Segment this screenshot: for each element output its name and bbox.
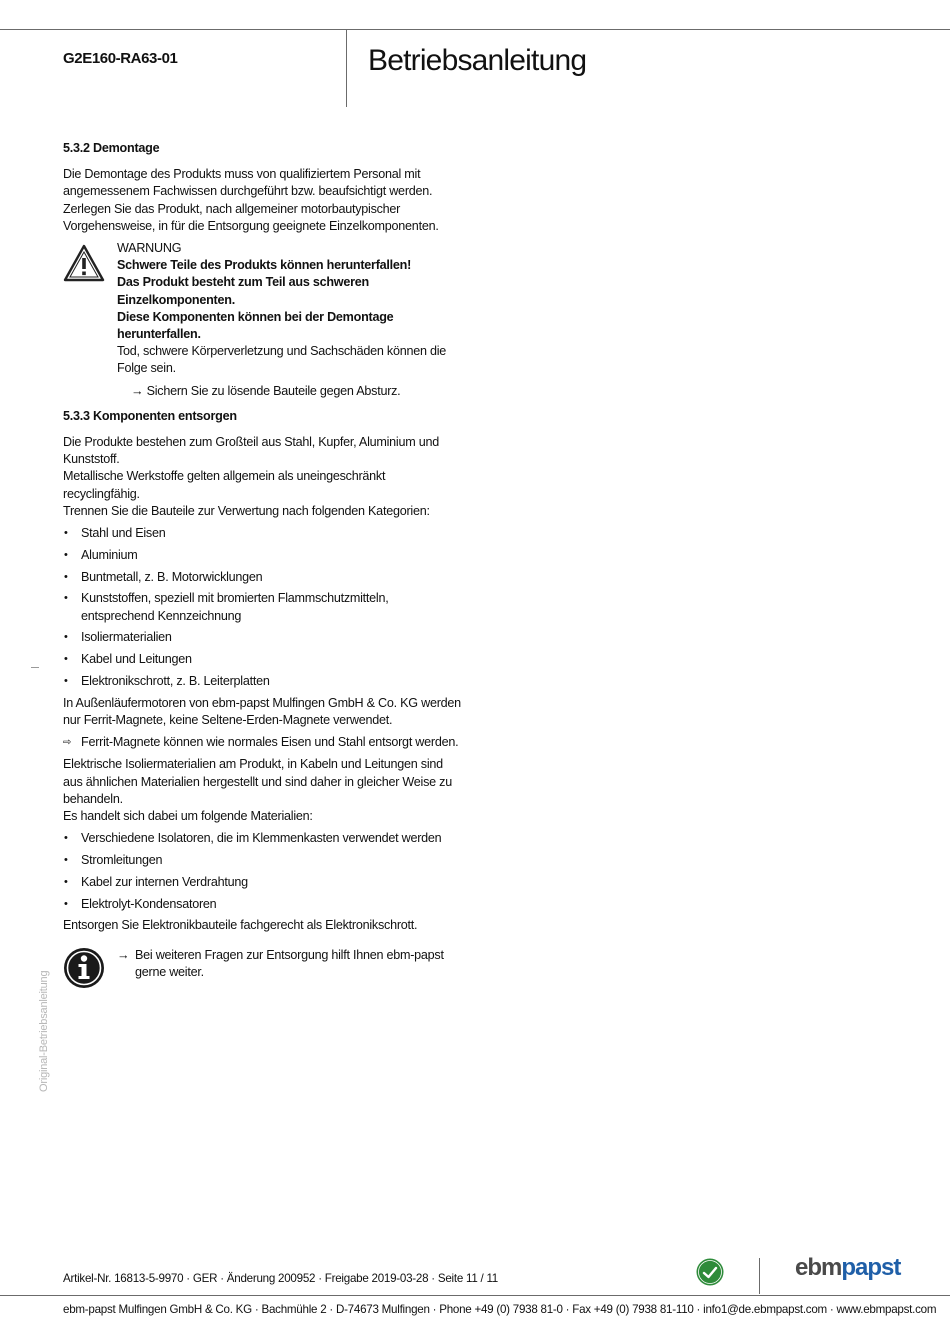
brand-logo bbox=[795, 1254, 900, 1282]
info-arrow: → bbox=[117, 947, 130, 962]
company-info: ebm-papst Mulfingen GmbH & Co. KG · Bachmühle 2 · D-74673 Mulfingen · Phone +49 (0) 7938 81-0 · Fax +49 (0) 7938 81-110 · info1@de.ebmpapst.com · www.ebmpapst.com bbox=[63, 1303, 937, 1316]
list-item: • Isoliermaterialien bbox=[63, 629, 463, 646]
warning-line-1: Schwere Teile des Produkts können herunterfallen! bbox=[117, 258, 412, 273]
insulation-paragraph: Elektrische Isoliermaterialien am Produkt, in Kabeln und Leitungen sind aus ähnlichen Materialien hergestellt und sind daher in gleicher Weise zu behandeln. bbox=[63, 757, 452, 806]
warning-triangle-icon bbox=[63, 244, 105, 282]
header-divider bbox=[346, 29, 347, 107]
document-title: Betriebsanleitung bbox=[368, 44, 587, 77]
warning-box bbox=[63, 240, 463, 400]
list-item: • Stromleitungen bbox=[63, 852, 463, 869]
list-item: • Kunststoffen, speziell mit bromierten Flammschutzmitteln, entsprechend Kennzeichnung bbox=[63, 590, 463, 624]
main-content bbox=[63, 140, 463, 993]
side-mark bbox=[31, 667, 39, 668]
section-heading-demontage: 5.3.2 Demontage bbox=[63, 141, 160, 155]
info-icon bbox=[63, 947, 105, 989]
article-info: Artikel-Nr. 16813-5-9970 · GER · Änderung 200952 · Freigabe 2019-03-28 · Seite 11 / 11 bbox=[63, 1272, 498, 1285]
footer-divider bbox=[759, 1258, 760, 1294]
result-text: Ferrit-Magnete können wie normales Eisen und Stahl entsorgt werden. bbox=[81, 735, 459, 750]
warning-line-3: Diese Komponenten können bei der Demontage herunterfallen. bbox=[117, 309, 394, 342]
list-item: • Kabel und Leitungen bbox=[63, 651, 463, 668]
greentech-badge-icon bbox=[696, 1258, 724, 1286]
info-box bbox=[63, 947, 463, 993]
document-code: G2E160-RA63-01 bbox=[63, 50, 178, 67]
warning-line-2: Das Produkt besteht zum Teil aus schweren Einzelkomponenten. bbox=[117, 275, 369, 307]
category-list bbox=[63, 525, 463, 690]
warning-action: → Sichern Sie zu lösende Bauteile gegen Absturz. bbox=[131, 383, 401, 398]
list-item: • Buntmetall, z. B. Motorwicklungen bbox=[63, 569, 463, 586]
materials-list bbox=[63, 830, 463, 913]
warning-consequence: Tod, schwere Körperverletzung und Sachschäden können die Folge sein. bbox=[117, 344, 447, 376]
brand-logo-part-2: papst bbox=[841, 1254, 901, 1281]
header-top-rule bbox=[0, 29, 950, 30]
side-vertical-label: Original-Betriebsanleitung bbox=[38, 970, 50, 1092]
result-line bbox=[63, 734, 463, 751]
entsorgen-paragraph-2: Metallische Werkstoffe gelten allgemein als uneingeschränkt recyclingfähig. bbox=[63, 469, 386, 501]
electronics-paragraph: Entsorgen Sie Elektronikbauteile fachgerecht als Elektronikschrott. bbox=[63, 918, 418, 933]
warning-label: WARNUNG bbox=[117, 241, 182, 256]
list-item: • Elektronikschrott, z. B. Leiterplatten bbox=[63, 673, 463, 690]
list-item: • Verschiedene Isolatoren, die im Klemmenkasten verwendet werden bbox=[63, 830, 463, 847]
list-item: • Elektrolyt-Kondensatoren bbox=[63, 896, 463, 913]
materials-intro: Es handelt sich dabei um folgende Materialien: bbox=[63, 809, 313, 824]
magnet-paragraph: In Außenläufermotoren von ebm-papst Mulfingen GmbH & Co. KG werden nur Ferrit-Magnete, keine Seltene-Erden-Magnete verwendet. bbox=[63, 695, 461, 728]
entsorgen-paragraph-3: Trennen Sie die Bauteile zur Verwertung nach folgenden Kategorien: bbox=[63, 503, 430, 518]
footer-rule bbox=[0, 1295, 950, 1296]
list-item: • Stahl und Eisen bbox=[63, 525, 463, 542]
brand-logo-part-1: ebm bbox=[795, 1254, 842, 1281]
entsorgen-paragraph-1: Die Produkte bestehen zum Großteil aus Stahl, Kupfer, Aluminium und Kunststoff. bbox=[63, 435, 439, 467]
info-text-wrap bbox=[117, 947, 463, 981]
result-arrow-icon: ⇨ bbox=[63, 737, 72, 749]
section-heading-entsorgen: 5.3.3 Komponenten entsorgen bbox=[63, 408, 237, 423]
list-item: • Kabel zur internen Verdrahtung bbox=[63, 874, 463, 891]
demontage-paragraph: Die Demontage des Produkts muss von qualifiziertem Personal mit angemessenem Fachwissen durchgeführt bzw. beaufsichtigt werden. Zerlegen Sie das Produkt, nach allgemeiner motorbautypischer Vorgehensweise, in für die Entsorgung geeignete Einzelkomponenten. bbox=[63, 167, 439, 233]
info-text: Bei weiteren Fragen zur Entsorgung hilft Ihnen ebm-papst gerne weiter. bbox=[135, 947, 444, 979]
list-item: • Aluminium bbox=[63, 547, 463, 564]
